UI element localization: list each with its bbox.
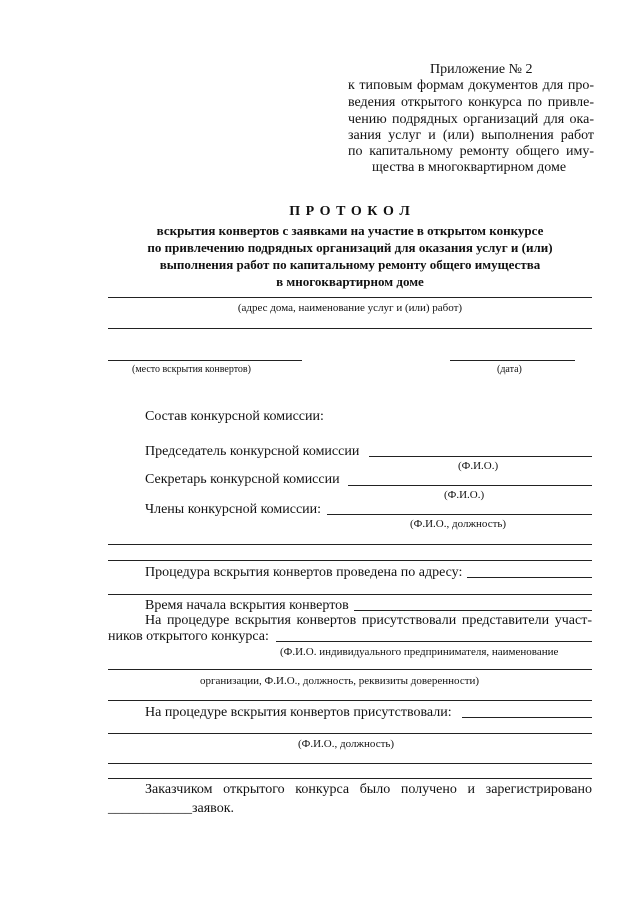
representatives-text: На процедуре вскрытия конвертов присутствовали представители участ- — [145, 613, 592, 628]
representatives-blank-line-3[interactable] — [108, 700, 592, 701]
protocol-subtitle-line: вскрытия конвертов с заявками на участие в открытом конкурсе — [156, 223, 544, 238]
representatives-blank-line[interactable] — [276, 641, 592, 642]
place-blank-line[interactable] — [108, 360, 302, 361]
appendix-title: Приложение № 2 — [430, 62, 533, 77]
members-blank-line-3[interactable] — [108, 560, 592, 561]
members-label: Члены конкурсной комиссии: — [145, 502, 322, 517]
representatives-caption: (Ф.И.О. индивидуального предпринимателя, наименование — [280, 646, 559, 658]
appendix-line: ведения открытого конкурса по привле- — [348, 95, 594, 110]
secretary-label: Секретарь конкурсной комиссии — [145, 472, 340, 487]
commission-label: Состав конкурсной комиссии: — [145, 409, 324, 424]
present-blank-line[interactable] — [462, 717, 592, 718]
address-blank-line[interactable] — [108, 297, 592, 298]
members-caption: (Ф.И.О., должность) — [410, 518, 507, 530]
customer-count-blank[interactable]: ____________ — [108, 801, 192, 816]
appendix-line: чению подрядных организаций для ока- — [348, 112, 594, 127]
secretary-blank-line[interactable] — [348, 485, 592, 486]
members-blank-line-2[interactable] — [108, 544, 592, 545]
protocol-heading: П Р О Т О К О Л — [289, 204, 411, 219]
customer-text-tail: заявок. — [192, 801, 234, 816]
address-caption: (адрес дома, наименование услуг и (или) работ) — [237, 302, 463, 314]
procedure-blank-line[interactable] — [467, 577, 592, 578]
customer-text: Заказчиком открытого конкурса было получено и зарегистрировано — [145, 782, 592, 797]
date-caption: (дата) — [497, 364, 522, 375]
start-time-blank-line[interactable] — [354, 610, 592, 611]
chairman-blank-line[interactable] — [369, 456, 592, 457]
secretary-caption: (Ф.И.О.) — [444, 489, 485, 501]
date-blank-line[interactable] — [450, 360, 575, 361]
present-blank-line-4[interactable] — [108, 778, 592, 779]
representatives-caption-2: организации, Ф.И.О., должность, реквизиты доверенности) — [200, 675, 480, 687]
start-time-label: Время начала вскрытия конвертов — [145, 598, 349, 613]
representatives-blank-line-2[interactable] — [108, 669, 592, 670]
protocol-subtitle-line: по привлечению подрядных организаций для оказания услуг и (или) — [147, 240, 553, 255]
appendix-line: по капитальному ремонту общего иму- — [348, 144, 594, 159]
chairman-caption: (Ф.И.О.) — [458, 460, 499, 472]
address-blank-line-2[interactable] — [108, 328, 592, 329]
present-blank-line-3[interactable] — [108, 763, 592, 764]
representatives-text-2: ников открытого конкурса: — [108, 629, 269, 644]
present-caption: (Ф.И.О., должность) — [298, 738, 395, 750]
procedure-label: Процедура вскрытия конвертов проведена по адресу: — [145, 565, 463, 580]
appendix-line: к типовым формам документов для про- — [348, 78, 594, 93]
members-blank-line[interactable] — [327, 514, 592, 515]
present-label: На процедуре вскрытия конвертов присутствовали: — [145, 705, 452, 720]
appendix-line: зания услуг и (или) выполнения работ — [348, 128, 594, 143]
protocol-subtitle-line: в многоквартирном доме — [276, 274, 424, 289]
appendix-line: щества в многоквартирном доме — [372, 160, 567, 175]
present-blank-line-2[interactable] — [108, 733, 592, 734]
procedure-blank-line-2[interactable] — [108, 594, 592, 595]
place-caption: (место вскрытия конвертов) — [132, 364, 251, 375]
chairman-label: Председатель конкурсной комиссии — [145, 444, 360, 459]
protocol-subtitle-line: выполнения работ по капитальному ремонту общего имущества — [159, 257, 541, 272]
